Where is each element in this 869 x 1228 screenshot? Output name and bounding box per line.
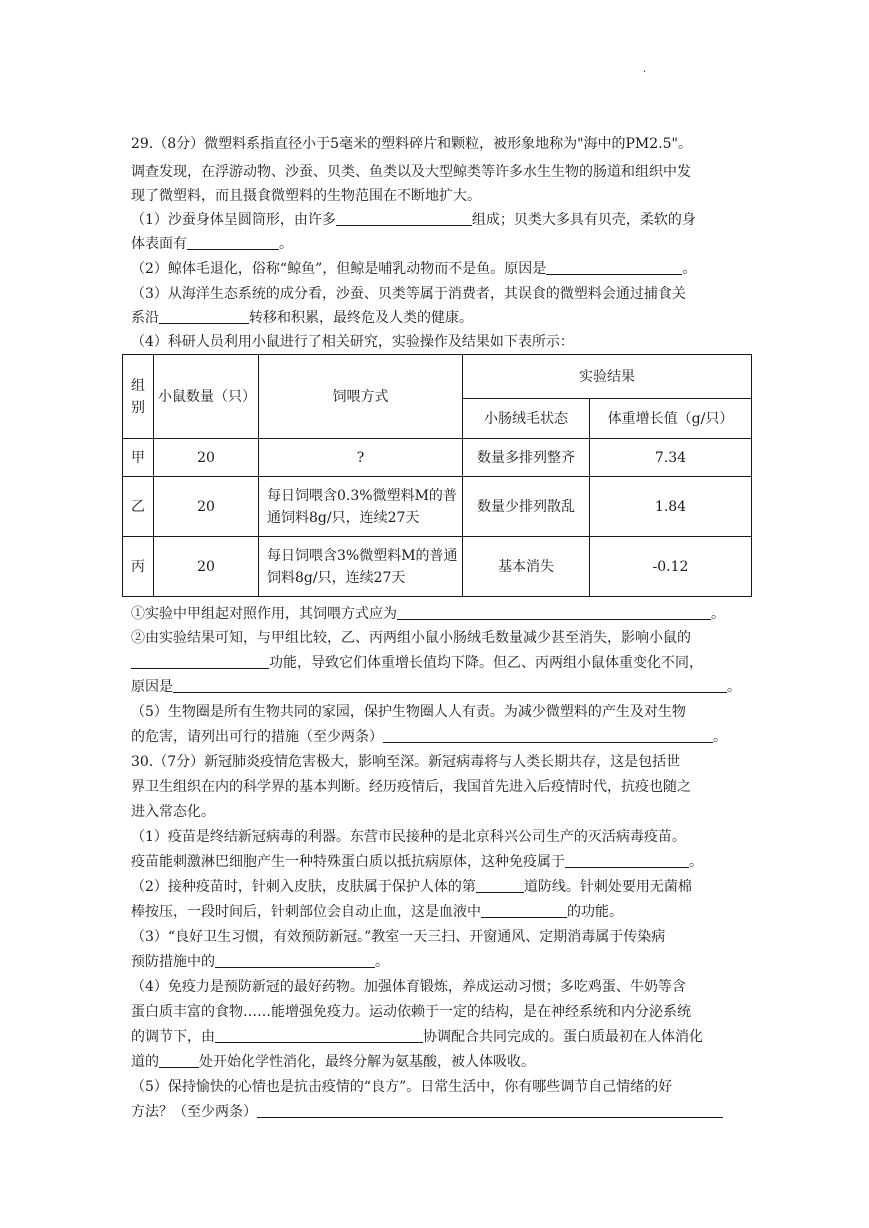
q29-part1-line-1 [131, 210, 741, 230]
answer-blank[interactable] [215, 952, 375, 968]
header-result: 实验结果 [463, 355, 752, 399]
q29-part5-line-1: （5）生物圈是所有生物共同的家园，保护生物圈人人有责。为减少微塑料的产生及对生物 [131, 704, 686, 720]
q30-part3-line-1: （3）“良好卫生习惯，有效预防新冠。”教室一天三扫、开窗通风、定期消毒属于传染病 [131, 929, 666, 945]
cell-feed: 每日饲喂含0.3%微塑料M的普通饲料8g/只，连续27天 [259, 477, 463, 537]
text: 。 [375, 954, 389, 970]
header-feed: 饲喂方式 [259, 355, 463, 439]
header-group: 组别 [123, 355, 154, 439]
cell-weight: 7.34 [590, 439, 752, 477]
q30-part2-line-2 [131, 902, 741, 922]
q29-part3-line-2 [131, 308, 741, 328]
text: 系沿 [131, 310, 159, 326]
cell-count: 20 [154, 537, 259, 597]
header-count: 小鼠数量（只） [154, 355, 259, 439]
q30-intro-line-3: 进入常态化。 [131, 804, 215, 820]
q29-part5-line-2 [131, 727, 741, 747]
answer-blank[interactable] [336, 210, 472, 226]
text: 组成；贝类大多具有贝壳，柔软的身 [471, 212, 696, 228]
q29-part3-line-1: （3）从海洋生态系统的成分看，沙蚕、贝类等属于消费者，其误食的微塑料会通过捕食关 [131, 286, 686, 302]
q30-part2-line-1 [131, 877, 741, 897]
answer-blank[interactable] [481, 902, 567, 918]
q29-part4-line: （4）科研人员利用小鼠进行了相关研究，实验操作及结果如下表所示： [131, 334, 574, 350]
q30-part1-line-2 [131, 852, 741, 872]
cell-group: 乙 [123, 477, 154, 537]
q29-sub2-line-2 [131, 653, 741, 673]
q29-intro-line-2: 调查发现，在浮游动物、沙蚕、贝类、鱼类以及大型鲸类等许多水生生物的肠道和组织中发 [131, 164, 691, 180]
text: （2）接种疫苗时，针刺入皮肤，皮肤属于保护人体的第 [131, 879, 476, 895]
answer-blank[interactable] [187, 234, 279, 250]
answer-blank[interactable] [546, 259, 682, 275]
q30-part4-line-3 [131, 1027, 741, 1047]
q29-sub2-line-3 [131, 677, 741, 697]
text: ①实验中甲组起对照作用，其饲喂方式应为 [131, 606, 397, 622]
text: （2）鲸体毛退化，俗称“鲸鱼”，但鲸是哺乳动物而不是鱼。原因是 [131, 261, 547, 277]
q30-part4-line-2: 蛋白质丰富的食物……能增强免疫力。运动依赖于一定的结构，是在神经系统和内分泌系统 [131, 1004, 691, 1020]
table-row [123, 477, 752, 537]
q29-sub2-line-1: ②由实验结果可知，与甲组比较，乙、丙两组小鼠小肠绒毛数量减少甚至消失，影响小鼠的 [131, 630, 691, 646]
cell-villi: 数量少排列散乱 [463, 477, 590, 537]
table-row [123, 439, 752, 477]
cell-feed: ? [259, 439, 463, 477]
answer-blank[interactable] [565, 852, 689, 868]
text: 的功能。 [567, 904, 623, 920]
q30-part1-line-1: （1）疫苗是终结新冠病毒的利器。东营市民接种的是北京科兴公司生产的灭活病毒疫苗。 [131, 829, 686, 845]
q30-intro-line-2: 界卫生组织在内的科学界的基本判断。经历疫情后，我国首先进入后疫情时代，抗疫也随之 [131, 779, 691, 795]
text: 。 [713, 729, 727, 745]
q30-part4-line-4 [131, 1052, 741, 1072]
text: 预防措施中的 [131, 954, 215, 970]
text: 道的 [131, 1054, 159, 1070]
q30-part5-line-1: （5）保持愉快的心情也是抗击疫情的“良方”。日常生活中，你有哪些调节自己情绪的好 [131, 1079, 673, 1095]
q29-intro-line-1: 29.（8分）微塑料系指直径小于5毫米的塑料碎片和颗粒，被形象地称为"海中的PM2.5"。 [131, 136, 692, 152]
header-villi: 小肠绒毛状态 [463, 399, 590, 439]
text: 转移和积累，最终危及人类的健康。 [249, 310, 473, 326]
text: 。 [689, 854, 703, 870]
cell-group: 丙 [123, 537, 154, 597]
text: 原因是 [131, 679, 173, 695]
q30-intro-line-1: 30.（7分）新冠肺炎疫情危害极大，影响至深。新冠病毒将与人类长期共存，这是包括世 [131, 754, 681, 770]
q30-part5-line-2 [131, 1102, 741, 1122]
cell-weight: 1.84 [590, 477, 752, 537]
answer-blank[interactable] [159, 1052, 199, 1068]
header-weight: 体重增长值（g/只） [590, 399, 752, 439]
table-header-row [123, 355, 752, 399]
text: 体表面有 [131, 236, 187, 252]
q30-part3-line-2 [131, 952, 741, 972]
q29-part2-line [131, 259, 741, 279]
text: 。 [682, 261, 697, 277]
text: 功能，导致它们体重增长值均下降。但乙、丙两组小鼠体重变化不同， [269, 655, 703, 671]
text: （1）沙蚕身体呈圆筒形，由许多 [131, 212, 336, 228]
text: 。 [711, 606, 725, 622]
answer-blank[interactable] [383, 727, 713, 743]
text: 协调配合共同完成的。蛋白质最初在人体消化 [423, 1029, 703, 1045]
cell-group: 甲 [123, 439, 154, 477]
answer-blank[interactable] [131, 653, 269, 669]
cell-weight: -0.12 [590, 537, 752, 597]
cell-count: 20 [154, 477, 259, 537]
cell-villi: 数量多排列整齐 [463, 439, 590, 477]
q29-intro-line-3: 现了微塑料，而且摄食微塑料的生物范围在不断地扩大。 [131, 188, 481, 204]
text: 疫苗能刺激淋巴细胞产生一种特殊蛋白质以抵抗病原体，这种免疫属于 [131, 854, 565, 870]
experiment-table [122, 354, 752, 597]
answer-blank[interactable] [159, 308, 249, 324]
answer-blank[interactable] [476, 877, 524, 893]
answer-blank[interactable] [397, 604, 711, 620]
text: 处开始化学性消化，最终分解为氨基酸，被人体吸收。 [199, 1054, 535, 1070]
text: 的危害，请列出可行的措施（至少两条） [131, 729, 383, 745]
text: 。 [727, 679, 741, 695]
table-row [123, 537, 752, 597]
text: 方法？（至少两条） [131, 1104, 257, 1120]
text: 棒按压，一段时间后，针刺部位会自动止血，这是血液中 [131, 904, 481, 920]
cell-count: 20 [154, 439, 259, 477]
answer-blank[interactable] [215, 1027, 423, 1043]
text: 道防线。针刺处要用无菌棉 [523, 879, 692, 895]
text: 。 [279, 236, 293, 252]
answer-blank[interactable] [257, 1102, 723, 1118]
cell-feed: 每日饲喂含3%微塑料M的普通饲料8g/只，连续27天 [259, 537, 463, 597]
cell-villi: 基本消失 [463, 537, 590, 597]
q29-sub1-line [131, 604, 741, 624]
answer-blank[interactable] [173, 677, 727, 693]
q29-part1-line-2 [131, 234, 741, 254]
header-dot: · [643, 67, 647, 78]
q30-part4-line-1: （4）免疫力是预防新冠的最好药物。加强体育锻炼，养成运动习惯；多吃鸡蛋、牛奶等含 [131, 979, 686, 995]
text: 的调节下，由 [131, 1029, 215, 1045]
